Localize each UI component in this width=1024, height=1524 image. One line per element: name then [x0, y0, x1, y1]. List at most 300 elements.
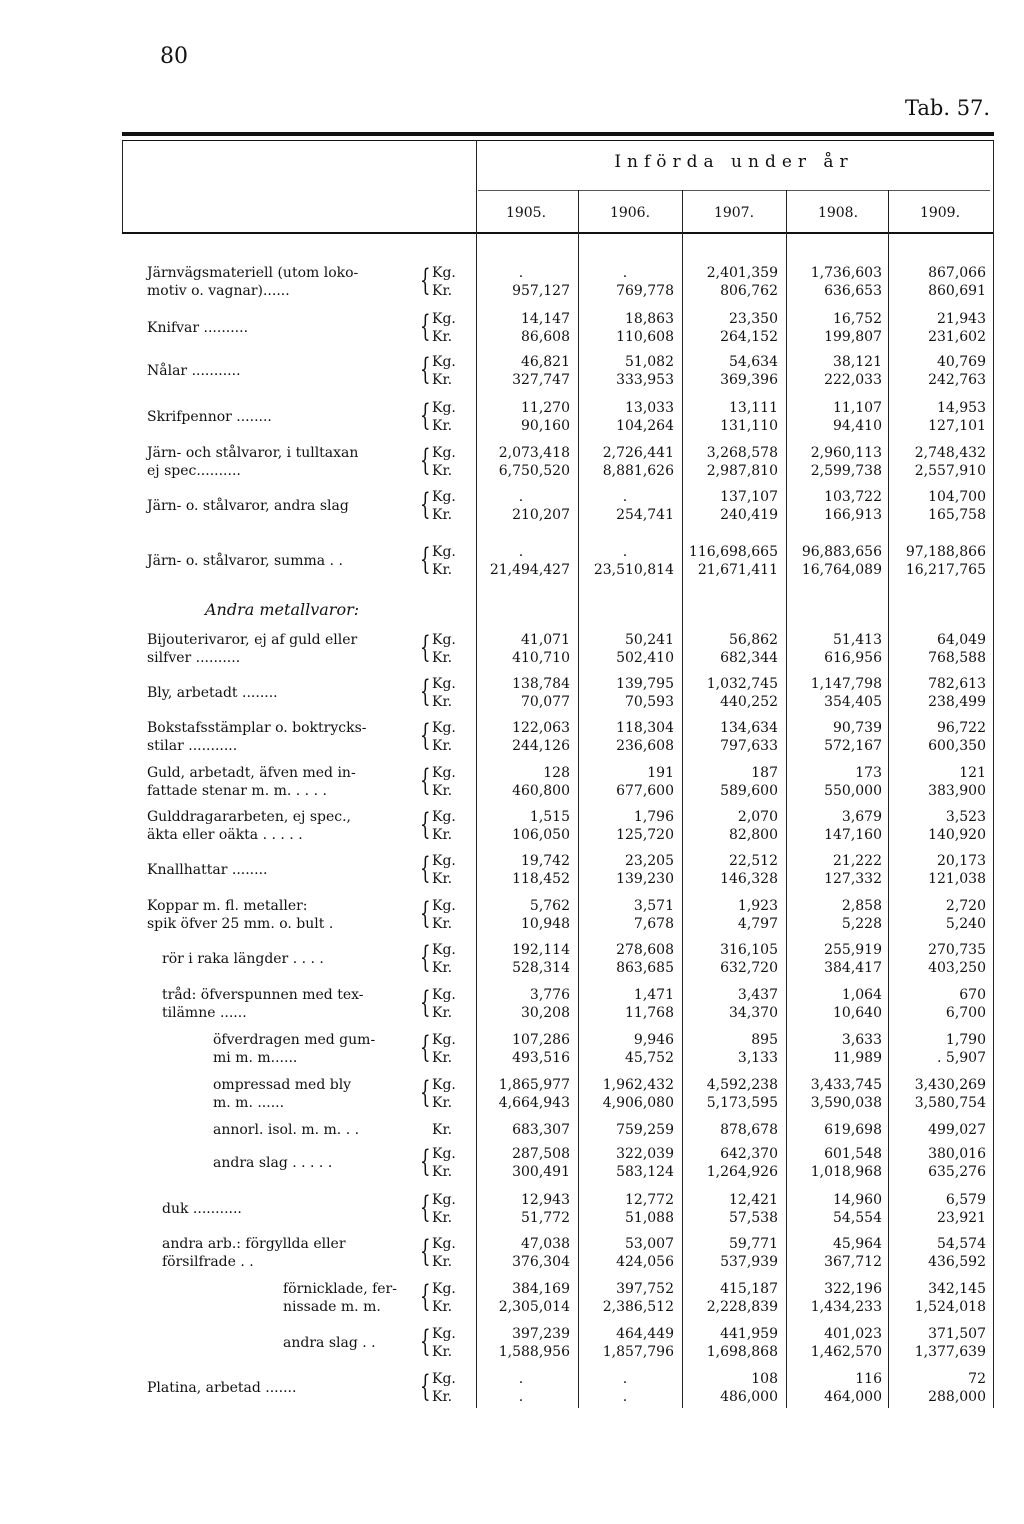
row-label: försilfrade . . — [162, 1254, 254, 1270]
brace-glyph: { — [420, 1030, 431, 1065]
table-cell: 240,419 — [720, 507, 778, 523]
table-cell: 57,538 — [729, 1210, 778, 1226]
table-cell: 10,948 — [521, 916, 570, 932]
table-cell: 121,038 — [928, 871, 986, 887]
row-label: duk ........... — [162, 1201, 242, 1217]
table-cell: 64,049 — [937, 632, 986, 648]
table-cell: 18,863 — [625, 311, 674, 327]
table-cell: 131,110 — [720, 418, 778, 434]
table-cell: 415,187 — [720, 1281, 778, 1297]
unit-label: Kg. — [432, 265, 456, 281]
unit-label: Kr. — [432, 1344, 453, 1360]
year-1908: 1908. — [817, 205, 859, 221]
table-cell: 118,452 — [512, 871, 570, 887]
row-label: fattade stenar m. m. . . . . — [147, 783, 327, 799]
brace-glyph: { — [420, 309, 431, 344]
table-cell: 116,698,665 — [688, 544, 778, 560]
row-label: förnicklade, fer- — [283, 1281, 397, 1297]
table-cell: 1,462,570 — [810, 1344, 882, 1360]
table-cell: 380,016 — [928, 1146, 986, 1162]
unit-label: Kg. — [432, 987, 456, 1003]
table-cell: 5,240 — [945, 916, 986, 932]
table-cell: 11,768 — [625, 1005, 674, 1021]
table-cell: 1,865,977 — [498, 1077, 570, 1093]
table-cell: 797,633 — [720, 738, 778, 754]
table-cell: 21,943 — [937, 311, 986, 327]
table-cell: 6,579 — [945, 1192, 986, 1208]
table-cell: 90,739 — [833, 720, 882, 736]
unit-label: Kg. — [432, 632, 456, 648]
table-cell: 683,307 — [512, 1122, 570, 1138]
table-cell: 110,608 — [616, 329, 674, 345]
table-cell: 619,698 — [824, 1122, 882, 1138]
row-label: tråd: öfverspunnen med tex- — [162, 987, 364, 1003]
table-cell: 22,512 — [729, 853, 778, 869]
table-cell: 139,795 — [616, 676, 674, 692]
brace-glyph: { — [420, 1234, 431, 1269]
table-cell: . — [518, 489, 524, 505]
table-cell: 46,821 — [521, 354, 570, 370]
table-cell: 441,959 — [720, 1326, 778, 1342]
unit-label: Kr. — [432, 1389, 453, 1405]
table-cell: 104,264 — [616, 418, 674, 434]
table-cell: 138,784 — [512, 676, 570, 692]
brace-glyph: { — [420, 1190, 431, 1225]
brace-glyph: { — [420, 443, 431, 478]
table-cell: 11,270 — [521, 400, 570, 416]
brace-glyph: { — [420, 985, 431, 1020]
brace-glyph: { — [420, 1075, 431, 1110]
table-cell: 30,208 — [521, 1005, 570, 1021]
brace-glyph: { — [420, 630, 431, 665]
table-cell: 2,386,512 — [602, 1299, 674, 1315]
unit-label: Kg. — [432, 1192, 456, 1208]
row-label: andra slag . . . . . — [213, 1155, 333, 1171]
unit-label: Kr. — [432, 507, 453, 523]
table-cell: 51,772 — [521, 1210, 570, 1226]
table-cell: 316,105 — [720, 942, 778, 958]
unit-label: Kg. — [432, 1281, 456, 1297]
table-cell: 4,664,943 — [498, 1095, 570, 1111]
table-cell: 327,747 — [512, 372, 570, 388]
table-cell: 56,862 — [729, 632, 778, 648]
table-cell: 51,088 — [625, 1210, 674, 1226]
unit-label: Kr. — [432, 1095, 453, 1111]
row-label: tilämne ...... — [162, 1005, 247, 1021]
table-cell: 10,640 — [833, 1005, 882, 1021]
table-cell: 146,328 — [720, 871, 778, 887]
unit-label: Kr. — [432, 283, 453, 299]
table-cell: 6,750,520 — [498, 463, 570, 479]
brace-glyph: { — [420, 807, 431, 842]
table-cell: 2,073,418 — [498, 445, 570, 461]
table-cell: 16,764,089 — [801, 562, 882, 578]
table-cell: 199,807 — [824, 329, 882, 345]
table-cell: 2,726,441 — [602, 445, 674, 461]
row-label: Guld, arbetadt, äfven med in- — [147, 765, 356, 781]
table-cell: 3,268,578 — [706, 445, 778, 461]
table-cell: 642,370 — [720, 1146, 778, 1162]
table-cell: 3,433,745 — [810, 1077, 882, 1093]
row-label: stilar ........... — [147, 738, 238, 754]
unit-label: Kg. — [432, 400, 456, 416]
table-cell: 166,913 — [824, 507, 882, 523]
table-cell: 121 — [959, 765, 986, 781]
brace-glyph: { — [420, 1324, 431, 1359]
unit-label: Kg. — [432, 489, 456, 505]
row-label: Gulddragararbeten, ej spec., — [147, 809, 352, 825]
table-cell: 90,160 — [521, 418, 570, 434]
row-label: öfverdragen med gum- — [213, 1032, 376, 1048]
unit-label: Kg. — [432, 1371, 456, 1387]
table-cell: 1,147,798 — [810, 676, 882, 692]
unit-label: Kg. — [432, 676, 456, 692]
table-cell: 1,698,868 — [706, 1344, 778, 1360]
table-cell: 128 — [543, 765, 570, 781]
table-cell: 493,516 — [512, 1050, 570, 1066]
table-cell: 191 — [647, 765, 674, 781]
year-1905: 1905. — [505, 205, 547, 221]
brace-glyph: { — [420, 542, 431, 577]
table-cell: 4,906,080 — [602, 1095, 674, 1111]
table-cell: 670 — [959, 987, 986, 1003]
table-cell: . — [622, 489, 628, 505]
table-cell: 1,736,603 — [810, 265, 882, 281]
row-label: Järnvägsmateriell (utom loko- — [147, 265, 359, 281]
row-label: Skrifpennor ........ — [147, 409, 272, 425]
table-cell: 600,350 — [928, 738, 986, 754]
table-cell: 236,608 — [616, 738, 674, 754]
table-cell: 3,571 — [633, 898, 674, 914]
table-cell: 4,797 — [737, 916, 778, 932]
table-cell: 242,763 — [928, 372, 986, 388]
table-cell: 20,173 — [937, 853, 986, 869]
table-cell: 96,722 — [937, 720, 986, 736]
table-cell: 369,396 — [720, 372, 778, 388]
table-cell: 14,147 — [521, 311, 570, 327]
unit-label: Kr. — [432, 694, 453, 710]
table-cell: . — [622, 265, 628, 281]
table-cell: 244,126 — [512, 738, 570, 754]
table-cell: 2,720 — [945, 898, 986, 914]
table-cell: 97,188,866 — [905, 544, 986, 560]
table-cell: 231,602 — [928, 329, 986, 345]
brace-glyph: { — [420, 851, 431, 886]
year-1909: 1909. — [919, 205, 961, 221]
year-1907: 1907. — [713, 205, 755, 221]
unit-label: Kg. — [432, 765, 456, 781]
row-label: m. m. ...... — [213, 1095, 285, 1111]
row-label: Nålar ........... — [147, 363, 241, 379]
table-cell: 238,499 — [928, 694, 986, 710]
unit-label: Kr. — [432, 562, 453, 578]
table-cell: 127,101 — [928, 418, 986, 434]
table-cell: 287,508 — [512, 1146, 570, 1162]
table-cell: 1,018,968 — [810, 1164, 882, 1180]
table-cell: 122,063 — [512, 720, 570, 736]
table-cell: . — [622, 1389, 628, 1405]
unit-label: Kr. — [432, 1299, 453, 1315]
table-cell: . — [518, 1389, 524, 1405]
unit-label: Kr. — [432, 463, 453, 479]
unit-label: Kr. — [432, 650, 453, 666]
row-label: Bijouterivaror, ej af guld eller — [147, 632, 358, 648]
unit-label: Kg. — [432, 445, 456, 461]
table-cell: 3,590,038 — [810, 1095, 882, 1111]
table-cell: 878,678 — [720, 1122, 778, 1138]
table-cell: 5,762 — [529, 898, 570, 914]
table-cell: 11,989 — [833, 1050, 882, 1066]
table-cell: 2,557,910 — [914, 463, 986, 479]
table-cell: 187 — [751, 765, 778, 781]
table-cell: 1,790 — [945, 1032, 986, 1048]
table-cell: 677,600 — [616, 783, 674, 799]
table-cell: 14,953 — [937, 400, 986, 416]
table-cell: 1,524,018 — [914, 1299, 986, 1315]
table-cell: 34,370 — [729, 1005, 778, 1021]
table-cell: 895 — [751, 1032, 778, 1048]
unit-label: Kr. — [432, 738, 453, 754]
table-cell: 583,124 — [616, 1164, 674, 1180]
table-cell: 2,858 — [841, 898, 882, 914]
row-label: Koppar m. fl. metaller: — [147, 898, 308, 914]
table-cell: 16,217,765 — [905, 562, 986, 578]
table-cell: 537,939 — [720, 1254, 778, 1270]
table-cell: 137,107 — [720, 489, 778, 505]
table-cell: 1,515 — [529, 809, 570, 825]
table-cell: 40,769 — [937, 354, 986, 370]
table-cell: 21,222 — [833, 853, 882, 869]
unit-label: Kr. — [432, 418, 453, 434]
table-cell: 54,634 — [729, 354, 778, 370]
table-cell: 53,007 — [625, 1236, 674, 1252]
table-cell: 782,613 — [928, 676, 986, 692]
unit-label: Kg. — [432, 1236, 456, 1252]
unit-label: Kr. — [432, 871, 453, 887]
table-cell: 682,344 — [720, 650, 778, 666]
table-cell: 2,599,738 — [810, 463, 882, 479]
table-cell: 23,350 — [729, 311, 778, 327]
section-heading: Andra metallvaror: — [205, 600, 360, 619]
table-cell: 192,114 — [512, 942, 570, 958]
row-label: Knifvar .......... — [147, 320, 249, 336]
table-cell: 8,881,626 — [602, 463, 674, 479]
table-cell: 165,758 — [928, 507, 986, 523]
table-cell: 5,228 — [841, 916, 882, 932]
table-cell: 601,548 — [824, 1146, 882, 1162]
table-cell: 14,960 — [833, 1192, 882, 1208]
table-cell: 94,410 — [833, 418, 882, 434]
table-cell: 3,580,754 — [914, 1095, 986, 1111]
table-cell: 4,592,238 — [706, 1077, 778, 1093]
table-cell: 863,685 — [616, 960, 674, 976]
table-cell: 108 — [751, 1371, 778, 1387]
table-cell: 410,710 — [512, 650, 570, 666]
table-cell: . — [518, 265, 524, 281]
row-label: Järn- o. stålvaror, summa . . — [147, 553, 343, 569]
table-cell: 806,762 — [720, 283, 778, 299]
table-cell: 635,276 — [928, 1164, 986, 1180]
table-cell: 11,107 — [833, 400, 882, 416]
table-cell: 23,510,814 — [593, 562, 674, 578]
unit-label: Kr. — [432, 1254, 453, 1270]
table-cell: 47,038 — [521, 1236, 570, 1252]
table-cell: 13,033 — [625, 400, 674, 416]
unit-label: Kr. — [432, 1164, 453, 1180]
unit-label: Kr. — [432, 827, 453, 843]
table-cell: 104,700 — [928, 489, 986, 505]
table-cell: 107,286 — [512, 1032, 570, 1048]
unit-label: Kg. — [432, 853, 456, 869]
table-cell: . — [518, 544, 524, 560]
table-cell: 5,173,595 — [706, 1095, 778, 1111]
row-label: Bly, arbetadt ........ — [147, 685, 278, 701]
unit-label: Kg. — [432, 942, 456, 958]
unit-label: Kr. — [432, 1210, 453, 1226]
brace-glyph: { — [420, 487, 431, 522]
table-cell: 440,252 — [720, 694, 778, 710]
table-cell: 502,410 — [616, 650, 674, 666]
table-cell: 1,796 — [633, 809, 674, 825]
table-cell: 397,239 — [512, 1326, 570, 1342]
table-cell: 2,070 — [737, 809, 778, 825]
table-cell: 12,943 — [521, 1192, 570, 1208]
table-cell: 528,314 — [512, 960, 570, 976]
table-cell: 3,430,269 — [914, 1077, 986, 1093]
table-cell: 1,264,926 — [706, 1164, 778, 1180]
table-cell: 288,000 — [928, 1389, 986, 1405]
brace-glyph: { — [420, 718, 431, 753]
table-cell: 116 — [855, 1371, 882, 1387]
table-cell: 13,111 — [729, 400, 778, 416]
table-cell: 957,127 — [512, 283, 570, 299]
table-cell: 7,678 — [633, 916, 674, 932]
table-label: Tab. 57. — [905, 96, 991, 120]
table-cell: 616,956 — [824, 650, 882, 666]
table-cell: 70,077 — [521, 694, 570, 710]
table-cell: 464,000 — [824, 1389, 882, 1405]
table-cell: 632,720 — [720, 960, 778, 976]
table-cell: 19,742 — [521, 853, 570, 869]
table-cell: 1,434,233 — [810, 1299, 882, 1315]
table-cell: 376,304 — [512, 1254, 570, 1270]
row-label: ej spec.......... — [147, 463, 241, 479]
table-cell: 82,800 — [729, 827, 778, 843]
table-cell: 636,653 — [824, 283, 882, 299]
table-cell: 769,778 — [616, 283, 674, 299]
table-cell: 1,471 — [633, 987, 674, 1003]
table-cell: 54,574 — [937, 1236, 986, 1252]
table-cell: 222,033 — [824, 372, 882, 388]
brace-glyph: { — [420, 896, 431, 931]
brace-glyph: { — [420, 263, 431, 298]
table-cell: 2,401,359 — [706, 265, 778, 281]
table-cell: 147,160 — [824, 827, 882, 843]
unit-label: Kr. — [432, 329, 453, 345]
table-cell: 96,883,656 — [801, 544, 882, 560]
table-cell: 264,152 — [720, 329, 778, 345]
page-number: 80 — [160, 44, 188, 69]
table-cell: 173 — [855, 765, 882, 781]
table-cell: 45,964 — [833, 1236, 882, 1252]
table-cell: 589,600 — [720, 783, 778, 799]
table-cell: 1,923 — [737, 898, 778, 914]
table-cell: 384,417 — [824, 960, 882, 976]
table-cell: . — [622, 544, 628, 560]
table-cell: 2,748,432 — [914, 445, 986, 461]
table-cell: 424,056 — [616, 1254, 674, 1270]
table-cell: 3,776 — [529, 987, 570, 1003]
table-cell: . 5,907 — [937, 1050, 986, 1066]
unit-label: Kg. — [432, 1146, 456, 1162]
table-cell: 486,000 — [720, 1389, 778, 1405]
table-cell: 54,554 — [833, 1210, 882, 1226]
row-label: mi m. m...... — [213, 1050, 298, 1066]
table-cell: 278,608 — [616, 942, 674, 958]
table-cell: 1,032,745 — [706, 676, 778, 692]
year-1906: 1906. — [609, 205, 651, 221]
table-cell: 550,000 — [824, 783, 882, 799]
group-title: Införda under år — [614, 152, 854, 172]
brace-glyph: { — [420, 1369, 431, 1404]
row-label: motiv o. vagnar)...... — [147, 283, 290, 299]
table-cell: 2,228,839 — [706, 1299, 778, 1315]
brace-glyph: { — [420, 763, 431, 798]
row-label: andra slag . . — [283, 1335, 376, 1351]
table-cell: 12,421 — [729, 1192, 778, 1208]
table-cell: 41,071 — [521, 632, 570, 648]
unit-label: Kg. — [432, 544, 456, 560]
table-cell: 371,507 — [928, 1326, 986, 1342]
table-cell: 867,066 — [928, 265, 986, 281]
table-cell: 333,953 — [616, 372, 674, 388]
unit-label: Kg. — [432, 898, 456, 914]
table-cell: 254,741 — [616, 507, 674, 523]
unit-label: Kg. — [432, 311, 456, 327]
table-cell: 1,377,639 — [914, 1344, 986, 1360]
table-cell: 322,039 — [616, 1146, 674, 1162]
table-cell: 2,960,113 — [810, 445, 882, 461]
unit-label: Kr. — [432, 1005, 453, 1021]
table-cell: 6,700 — [945, 1005, 986, 1021]
table-cell: 1,962,432 — [602, 1077, 674, 1093]
table-cell: 12,772 — [625, 1192, 674, 1208]
table-cell: 16,752 — [833, 311, 882, 327]
unit-label: Kg. — [432, 354, 456, 370]
table-cell: 499,027 — [928, 1122, 986, 1138]
brace-glyph: { — [420, 1144, 431, 1179]
row-label: spik öfver 25 mm. o. bult . — [147, 916, 334, 932]
brace-glyph: { — [420, 940, 431, 975]
table-cell: 342,145 — [928, 1281, 986, 1297]
table-cell: 403,250 — [928, 960, 986, 976]
table-cell: 3,523 — [945, 809, 986, 825]
table-cell: 59,771 — [729, 1236, 778, 1252]
table-cell: 367,712 — [824, 1254, 882, 1270]
table-cell: 70,593 — [625, 694, 674, 710]
row-label: Bokstafsstämplar o. boktrycks- — [147, 720, 367, 736]
table-cell: . — [518, 1371, 524, 1387]
table-cell: 300,491 — [512, 1164, 570, 1180]
table-cell: 86,608 — [521, 329, 570, 345]
table-cell: 383,900 — [928, 783, 986, 799]
unit-label: Kg. — [432, 809, 456, 825]
table-cell: . — [622, 1371, 628, 1387]
table-cell: 1,064 — [841, 987, 882, 1003]
unit-label: Kr. — [432, 1122, 453, 1138]
brace-glyph: { — [420, 1279, 431, 1314]
table-cell: 45,752 — [625, 1050, 674, 1066]
